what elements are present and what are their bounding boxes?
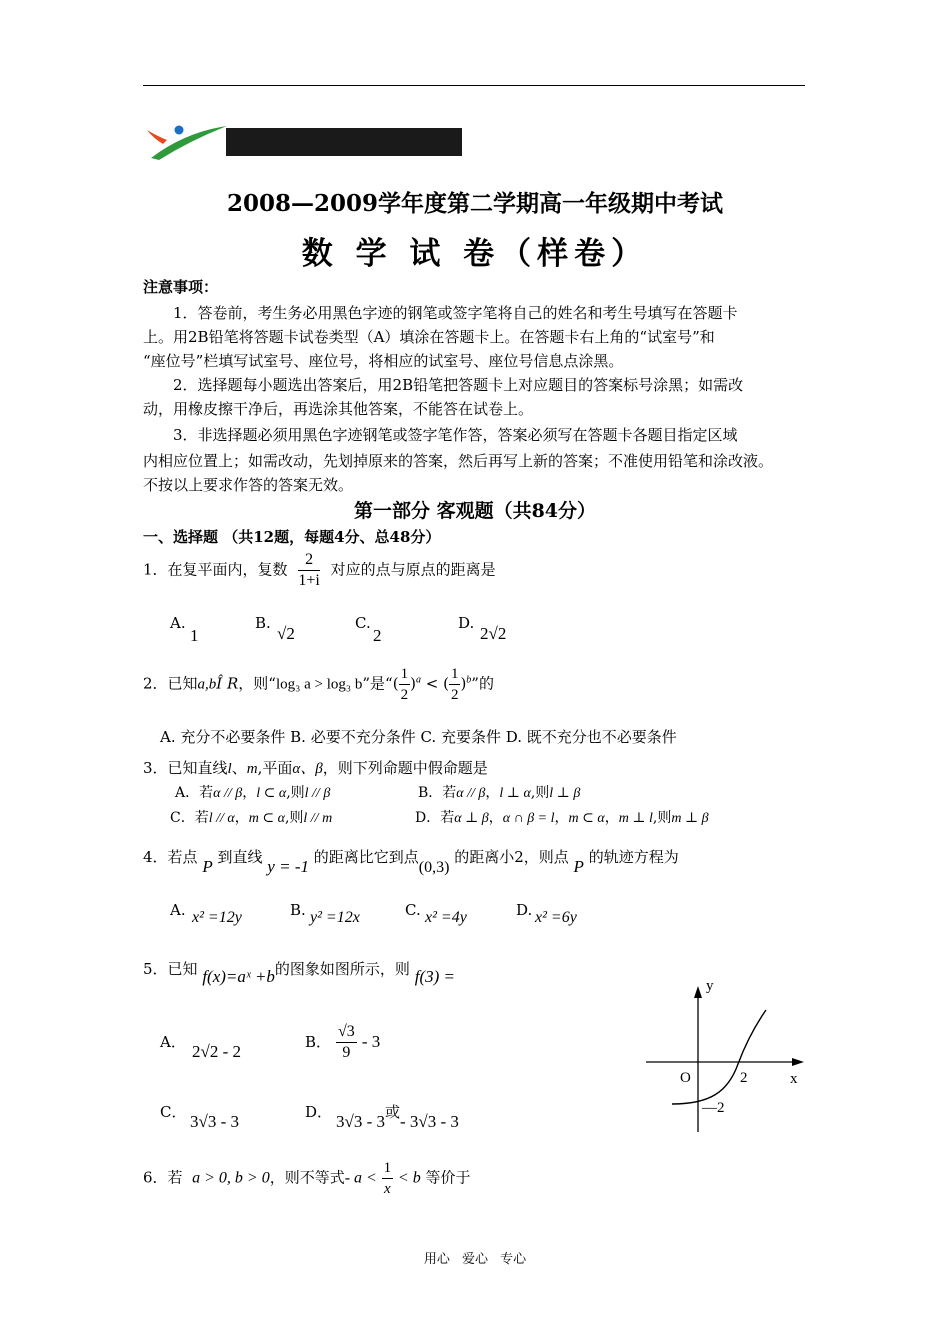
notice-p3b: 内相应位置上；如需改动，先划掉原来的答案，然后再写上新的答案；不准使用铅笔和涂改液。 bbox=[143, 452, 774, 470]
q2-var: a,b bbox=[197, 676, 217, 693]
q3-option-b: B．若α // β，l ⊥ α,则l ⊥ β bbox=[418, 785, 581, 801]
q2-mid2: ”是“ bbox=[362, 674, 393, 693]
q4-option-a: A. bbox=[170, 901, 186, 919]
q2-sup-b: b bbox=[466, 674, 472, 686]
notice-p3c: 不按以上要求作答的答案无效。 bbox=[143, 476, 354, 494]
q2-lt: < bbox=[425, 674, 439, 693]
question-6: 6．若 a > 0, b > 0，则不等式- a < $\frac{1}{x}$ < b 等价于 bbox=[143, 1160, 471, 1197]
q2-options: A. 充分不必要条件 B. 必要不充分条件 C. 充要条件 D. 既不充分也不必要条件 bbox=[160, 728, 677, 746]
q4-option-c-value: x² =4y bbox=[425, 909, 467, 926]
graph-y-intercept-label: —2 bbox=[702, 1100, 725, 1116]
header-rule bbox=[143, 85, 805, 86]
q4-option-a-value: x² =12y bbox=[192, 909, 242, 926]
question-1 bbox=[143, 550, 813, 591]
q4-option-b: B. bbox=[290, 901, 306, 919]
q2-half-b: $\frac{1}{2}$ bbox=[450, 666, 459, 703]
question-5: 5．已知 f(x)=aˣ +b的图象如图所示，则 f(3) = bbox=[143, 960, 455, 986]
q5-option-d-value: 3√3 - 3或- 3√3 - 3 bbox=[336, 1103, 459, 1131]
q1-option-d: D. bbox=[458, 614, 475, 632]
logo-text-banner bbox=[226, 128, 462, 156]
q1-option-a-value: 1 bbox=[190, 626, 199, 645]
part-heading: 一、选择题 （共12题，每题4分、总48分） bbox=[143, 528, 441, 546]
q5-option-c-value: 3√3 - 3 bbox=[190, 1112, 239, 1131]
q5-option-d: D． bbox=[305, 1103, 333, 1121]
question-2: 2．已知a,bÎ R，则“log₃ a > log₃ b”是“( $\frac{1}{2}$ )$^a$ < ( $\frac{1}{2}$ )$^b$”的 bbox=[143, 666, 494, 703]
q1-den: 1+i bbox=[298, 572, 320, 589]
question-4: 4．若点 P 到直线 y = -1 的距离比它到点(0,3) 的距离小2，则点 P 的轨迹方程为 bbox=[143, 848, 679, 876]
q2-sup-a: a bbox=[415, 674, 421, 686]
exam-title: 2008—2009学年度第二学期高一年级期中考试 bbox=[226, 190, 724, 217]
q1-option-c-value: 2 bbox=[373, 626, 382, 645]
q1-num: 2 bbox=[298, 550, 319, 571]
q1-option-d-value: 2√2 bbox=[480, 624, 507, 643]
exam-subtitle: 数 学 试 卷（样卷） bbox=[301, 236, 649, 272]
graph-x-label: x bbox=[790, 1071, 798, 1087]
q3-option-a: A．若α // β，l ⊂ α,则l // β bbox=[175, 785, 331, 801]
function-graph bbox=[640, 980, 810, 1140]
q2-log: log₃ a > log₃ b bbox=[275, 676, 363, 693]
q5-option-c: C． bbox=[160, 1103, 187, 1121]
graph-y-label: y bbox=[706, 980, 714, 994]
q2-stem: 2．已知 bbox=[143, 674, 198, 693]
q2-sym: Î R bbox=[216, 674, 239, 693]
q5-option-b: B． bbox=[305, 1033, 332, 1051]
q4-option-d-value: x² =6y bbox=[535, 909, 577, 926]
q4-option-c: C. bbox=[405, 901, 421, 919]
notice-p1c: “座位号”栏填写试室号、座位号，将相应的试室号、座位号信息点涂黑。 bbox=[143, 352, 624, 370]
q5-option-a-value: 2√2 - 2 bbox=[192, 1042, 241, 1061]
q4-option-d: D. bbox=[516, 901, 533, 919]
question-3: 3．已知直线l、m,平面α、β，则下列命题中假命题是 bbox=[143, 759, 488, 777]
q4-option-b-value: y² =12x bbox=[310, 909, 360, 926]
notice-heading: 注意事项： bbox=[143, 278, 219, 296]
q1-stem-end: 对应的点与原点的距离是 bbox=[330, 560, 496, 579]
page-footer: 用心 爱心 专心 bbox=[423, 1252, 527, 1267]
section-title: 第一部分 客观题（共84分） bbox=[353, 500, 597, 522]
notice-p1b: 上。用2B铅笔将答题卡试卷类型（A）填涂在答题卡上。在答题卡右上角的“试室号”和 bbox=[143, 328, 715, 346]
notice-p2a: 2．选择题每小题选出答案后，用2B铅笔把答题卡上对应题目的答案标号涂黑；如需改 bbox=[173, 376, 744, 394]
q1-stem: 1．在复平面内，复数 bbox=[143, 560, 288, 579]
q1-option-a: A. bbox=[170, 614, 186, 632]
q5-option-a: A． bbox=[160, 1033, 186, 1051]
q2-end: ”的 bbox=[471, 674, 494, 693]
q2-half-a: $\frac{1}{2}$ bbox=[400, 666, 409, 703]
q3-option-c: C．若l // α，m ⊂ α,则l // m bbox=[170, 810, 333, 826]
q6-fraction: $\frac{1}{x}$ bbox=[383, 1160, 392, 1197]
q2-mid1: ，则“ bbox=[238, 674, 276, 693]
notice-p1a: 1．答卷前，考生务必用黑色字迹的钢笔或签字笔将自己的姓名和考生号填写在答题卡 bbox=[173, 304, 738, 322]
q1-option-b: B. bbox=[255, 614, 271, 632]
q5-option-b-value: $\frac{√3}{9}$ - 3 bbox=[338, 1023, 381, 1061]
notice-p3a: 3．非选择题必须用黑色字迹钢笔或签字笔作答，答案必须写在答题卡各题目指定区域 bbox=[173, 426, 738, 444]
graph-x-intercept-label: 2 bbox=[740, 1070, 748, 1086]
graph-origin-label: O bbox=[680, 1070, 691, 1086]
q3-option-d: D．若α ⊥ β，α ∩ β = l，m ⊂ α，m ⊥ l,则m ⊥ β bbox=[415, 810, 709, 826]
q1-option-b-value: √2 bbox=[277, 624, 295, 643]
q1-option-c: C. bbox=[355, 614, 371, 632]
notice-p2b: 动，用橡皮擦干净后，再选涂其他答案，不能答在试卷上。 bbox=[143, 400, 534, 418]
q1-fraction bbox=[298, 550, 319, 591]
